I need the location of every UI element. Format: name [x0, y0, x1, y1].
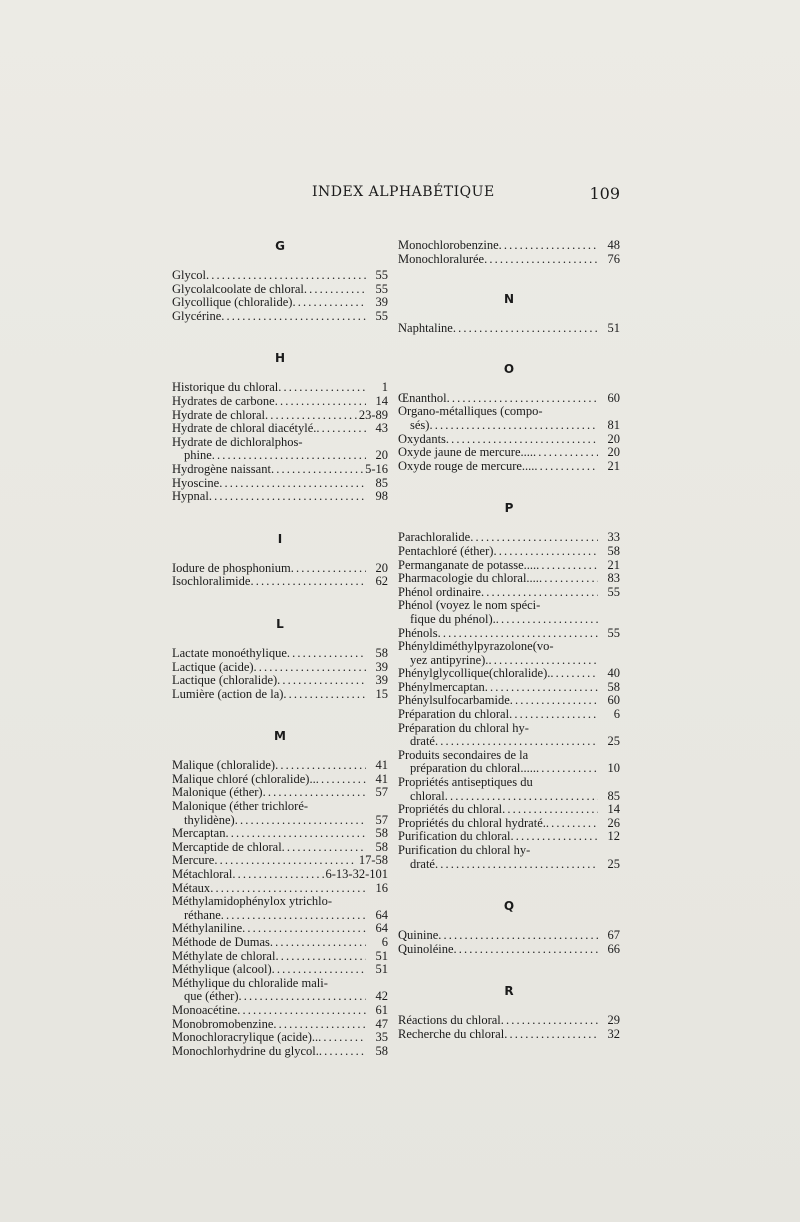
entry-term	[398, 599, 598, 626]
entry-page-ref: 66	[607, 941, 620, 956]
entry-page-ref: 39	[375, 659, 388, 674]
index-entry	[398, 627, 620, 641]
entry-term-line1: Produits secondaires de la	[398, 748, 529, 762]
index-entry	[172, 773, 388, 787]
index-entry	[398, 392, 620, 406]
entry-page-ref: 83	[607, 571, 620, 586]
index-entry	[172, 674, 388, 688]
entry-term-line1: Méthylamidophénylox ytrichlo-	[172, 895, 333, 909]
index-entry	[172, 477, 388, 491]
entry-term: Propriétés du chloral . . .	[398, 803, 598, 817]
index-section	[398, 362, 620, 474]
entry-term	[172, 800, 366, 827]
index-entry	[398, 943, 620, 957]
entry-page-ref: 60	[607, 693, 620, 708]
entry-page-ref: 10	[607, 761, 620, 776]
entry-page-ref: 58	[375, 839, 388, 854]
entry-page-ref: 55	[607, 625, 620, 640]
entry-page-ref: 55	[375, 308, 388, 323]
entry-term-line1: Organo-métalliques (compo-	[398, 405, 543, 419]
entry-term	[172, 895, 366, 922]
entry-page-ref: 51	[607, 321, 620, 336]
index-entry	[398, 929, 620, 943]
index-entry	[398, 1028, 620, 1042]
entry-page-ref: 67	[607, 928, 620, 943]
index-entry	[172, 882, 388, 896]
index-section	[172, 532, 388, 589]
entry-term: Hydrate de chloral diacétylé. . . .	[172, 422, 366, 436]
entry-term: Permanganate de potasse.... . . .	[398, 559, 598, 573]
index-entry	[172, 963, 388, 977]
page-number: 109	[589, 184, 620, 203]
entry-page-ref: 55	[607, 584, 620, 599]
entry-term: Propriétés du chloral hydraté. . . .	[398, 817, 598, 831]
index-entry	[172, 827, 388, 841]
entry-page-ref: 43	[375, 421, 388, 436]
section-letter: R	[504, 984, 514, 999]
entry-page-ref: 32	[607, 1026, 620, 1041]
section-letter: G	[275, 239, 285, 253]
entry-term	[398, 776, 598, 803]
index-entry	[398, 405, 620, 432]
entry-page-ref: 16	[375, 880, 388, 895]
index-entry	[172, 661, 388, 675]
entry-page-ref: 57	[375, 785, 388, 800]
index-entry	[172, 1031, 388, 1045]
section-letter: P	[504, 501, 514, 516]
entry-term: Phénols . . .	[398, 627, 598, 641]
entry-term: Méthylique (alcool) . . .	[172, 963, 366, 977]
entry-page-ref: 15	[375, 686, 388, 701]
section-letter: L	[276, 616, 284, 631]
index-section	[398, 292, 620, 336]
entry-term-line1: Préparation du chloral hy-	[398, 721, 529, 735]
entry-term: Mercaptan . . .	[172, 827, 366, 841]
entry-term: Pharmacologie du chloral.... . . .	[398, 572, 598, 586]
entry-term: Phénylglycollique(chloralide). . . .	[398, 667, 598, 681]
index-section	[172, 351, 388, 503]
entry-page-ref: 20	[607, 431, 620, 446]
entry-page-ref: 76	[607, 251, 620, 266]
index-section	[172, 239, 388, 323]
index-entry	[172, 395, 388, 409]
entry-term: Hydrogène naissant . . .	[172, 463, 363, 477]
section-letter: N	[503, 292, 515, 307]
index-entry	[172, 490, 388, 504]
entry-page-ref: 47	[375, 1016, 388, 1031]
entry-term: Phénylsulfocarbamide . . .	[398, 694, 598, 708]
section-letter: H	[274, 351, 286, 366]
entry-term: Oxyde rouge de mercure.... . . .	[398, 460, 598, 474]
entry-page-ref: 35	[375, 1030, 388, 1045]
index-entry	[172, 1045, 388, 1059]
index-section	[398, 501, 620, 871]
index-column-right	[398, 213, 620, 1042]
section-letter: M	[274, 729, 286, 744]
index-entry	[172, 381, 388, 395]
index-entry	[172, 688, 388, 702]
index-entry	[172, 422, 388, 436]
entry-page-ref: 58	[607, 543, 620, 558]
entry-page-ref: 25	[607, 734, 620, 749]
entry-page-ref: 81	[607, 417, 620, 432]
index-entry	[172, 950, 388, 964]
entry-page-ref: 6	[613, 707, 620, 722]
entry-term: Glycol . . .	[172, 269, 366, 283]
entry-term: Quinoléine . . .	[398, 943, 598, 957]
entry-term-line2: chloral	[410, 788, 445, 803]
index-section	[398, 239, 620, 266]
entry-page-ref: 58	[375, 1043, 388, 1058]
entry-page-ref: 48	[607, 238, 620, 252]
entry-page-ref: 61	[375, 1002, 388, 1017]
entry-term: Lumière (action de la) . . .	[172, 688, 366, 702]
entry-term	[398, 405, 598, 432]
entry-page-ref: 6	[381, 935, 388, 949]
index-entry	[398, 572, 620, 586]
index-entry	[398, 817, 620, 831]
index-entry	[398, 708, 620, 722]
entry-page-ref: 6-13-32-101	[325, 867, 388, 882]
entry-term	[398, 640, 598, 667]
index-entry	[398, 681, 620, 695]
index-entry	[172, 922, 388, 936]
index-entry	[172, 1004, 388, 1018]
entry-page-ref: 17-58	[358, 853, 388, 868]
index-entry	[398, 722, 620, 749]
entry-term-line2: que (éther)	[184, 989, 239, 1004]
index-entry	[398, 803, 620, 817]
index-entry	[172, 436, 388, 463]
index-entry	[398, 446, 620, 460]
section-letter: O	[503, 361, 515, 376]
entry-page-ref: 41	[375, 771, 388, 786]
index-entry	[398, 640, 620, 667]
entry-term: Hydrates de carbone . . .	[172, 395, 366, 409]
entry-page-ref: 85	[607, 788, 620, 803]
entry-page-ref: 39	[375, 673, 388, 688]
index-entry	[172, 310, 388, 324]
entry-term	[398, 722, 598, 749]
entry-page-ref: 25	[607, 856, 620, 871]
section-letter: I	[277, 531, 283, 546]
entry-term: Phénol ordinaire . . .	[398, 586, 598, 600]
index-entry	[172, 1018, 388, 1032]
entry-term-line2: phine	[184, 448, 212, 463]
entry-term-line2: réthane	[184, 907, 221, 922]
entry-term-line1: Hydrate de dichloralphos-	[172, 435, 303, 449]
entry-page-ref: 14	[607, 802, 620, 817]
index-entry	[172, 841, 388, 855]
entry-term-line2: thylidène)	[184, 812, 235, 827]
index-entry	[398, 1014, 620, 1028]
entry-term: Réactions du chloral . . .	[398, 1014, 598, 1028]
entry-page-ref: 20	[607, 445, 620, 460]
entry-page-ref: 55	[375, 281, 388, 296]
entry-term-line1: Phénol (voyez le nom spéci-	[398, 599, 541, 613]
entry-term: Mercaptide de chloral . . .	[172, 841, 366, 855]
entry-term: Recherche du chloral . . .	[398, 1028, 598, 1042]
index-entry	[172, 759, 388, 773]
index-entry	[172, 463, 388, 477]
entry-term-line1: Phényldiméthylpyrazolone(vo-	[398, 640, 554, 654]
entry-page-ref: 58	[375, 645, 388, 660]
index-entry	[172, 868, 388, 882]
entry-term-line2: préparation du chloral.....	[410, 761, 536, 776]
entry-term	[172, 436, 366, 463]
entry-term: Métaux . . .	[172, 882, 366, 896]
entry-page-ref: 98	[375, 489, 388, 504]
entry-term: Malique chloré (chloralide).. . . .	[172, 773, 366, 787]
index-entry	[398, 531, 620, 545]
entry-term: Historique du chloral . . .	[172, 381, 366, 395]
entry-term: Naphtaline . . .	[398, 322, 598, 336]
entry-term-line2: draté	[410, 856, 435, 871]
index-section	[398, 899, 620, 956]
entry-term: Méthylaniline . . .	[172, 922, 366, 936]
index-entry	[172, 854, 388, 868]
index-entry	[398, 586, 620, 600]
entry-term: Hypnal . . .	[172, 490, 366, 504]
entry-page-ref: 55	[375, 268, 388, 282]
index-entry	[172, 800, 388, 827]
entry-term-line2: yez antipyrine).	[410, 652, 489, 667]
index-entry	[172, 283, 388, 297]
entry-term: Œnanthol . . .	[398, 392, 598, 406]
index-entry	[172, 409, 388, 423]
index-entry	[398, 559, 620, 573]
entry-page-ref: 51	[375, 948, 388, 963]
entry-term: Monochloralurée . . .	[398, 253, 598, 267]
entry-term: Méthode de Dumas . . .	[172, 936, 366, 950]
entry-term: Monoacétine . . .	[172, 1004, 366, 1018]
entry-page-ref: 12	[607, 829, 620, 844]
index-entry	[398, 844, 620, 871]
entry-term: Malonique (éther) . . .	[172, 786, 366, 800]
index-entry	[172, 575, 388, 589]
index-entry	[172, 269, 388, 283]
entry-term	[398, 844, 598, 871]
index-section	[172, 617, 388, 701]
index-entry	[172, 296, 388, 310]
entry-term: Oxyde jaune de mercure.... . . .	[398, 446, 598, 460]
entry-term: Hydrate de chloral . . .	[172, 409, 357, 423]
index-entry	[398, 694, 620, 708]
entry-term: Iodure de phosphonium . . .	[172, 562, 366, 576]
entry-term: Phénylmercaptan . . .	[398, 681, 598, 695]
index-entry	[398, 322, 620, 336]
entry-page-ref: 64	[375, 921, 388, 936]
index-entry	[398, 433, 620, 447]
entry-term: Glycollique (chloralide) . . .	[172, 296, 366, 310]
entry-page-ref: 57	[375, 812, 388, 827]
entry-term: Malique (chloralide) . . .	[172, 759, 366, 773]
entry-term: Lactique (chloralide) . . .	[172, 674, 366, 688]
entry-page-ref: 23-89	[358, 407, 388, 422]
index-entry	[172, 936, 388, 950]
index-entry	[398, 776, 620, 803]
entry-page-ref: 58	[607, 679, 620, 694]
running-title: INDEX ALPHABÉTIQUE	[312, 184, 495, 200]
entry-term: Lactique (acide) . . .	[172, 661, 366, 675]
index-entry	[172, 895, 388, 922]
entry-page-ref: 60	[607, 390, 620, 405]
entry-page-ref: 58	[375, 826, 388, 841]
entry-page-ref: 40	[607, 666, 620, 681]
entry-page-ref: 29	[607, 1013, 620, 1028]
index-entry	[398, 667, 620, 681]
entry-term: Monochlorhydrine du glycol. . . .	[172, 1045, 366, 1059]
entry-term: Isochloralimide . . .	[172, 575, 366, 589]
entry-term: Parachloralide . . .	[398, 531, 598, 545]
entry-page-ref: 51	[375, 962, 388, 977]
entry-page-ref: 64	[375, 907, 388, 922]
index-entry	[398, 749, 620, 776]
entry-term-line1: Propriétés antiseptiques du	[398, 776, 533, 790]
entry-term: Monochloracrylique (acide).. . . .	[172, 1031, 366, 1045]
entry-term: Glycolalcoolate de chloral . . .	[172, 283, 366, 297]
entry-page-ref: 14	[375, 393, 388, 408]
index-entry	[398, 545, 620, 559]
entry-page-ref: 41	[375, 758, 388, 773]
section-letter: Q	[503, 899, 515, 914]
entry-term-line1: Purification du chloral hy-	[398, 844, 531, 857]
index-entry	[172, 977, 388, 1004]
entry-term	[398, 749, 598, 776]
entry-page-ref: 21	[607, 557, 620, 572]
index-entry	[398, 239, 620, 253]
entry-term: Purification du chloral . . .	[398, 830, 598, 844]
index-entry	[172, 562, 388, 576]
entry-term: Mercure . . .	[172, 854, 357, 868]
index-section	[172, 729, 388, 1058]
entry-page-ref: 42	[375, 989, 388, 1004]
entry-term: Oxydants . . .	[398, 433, 598, 447]
entry-page-ref: 39	[375, 295, 388, 310]
entry-term: Monochlorobenzine . . .	[398, 239, 598, 253]
entry-page-ref: 21	[607, 458, 620, 473]
entry-page-ref: 85	[375, 475, 388, 490]
index-entry	[398, 253, 620, 267]
entry-term: Méthylate de chloral . . .	[172, 950, 366, 964]
entry-term: Préparation du chloral . . .	[398, 708, 598, 722]
index-entry	[172, 647, 388, 661]
entry-term-line1: Méthylique du chloralide mali-	[172, 976, 328, 990]
entry-term: Quinine . . .	[398, 929, 598, 943]
entry-term-line2: fique du phénol).	[410, 611, 496, 626]
index-entry	[398, 460, 620, 474]
entry-term: Lactate monoéthylique . . .	[172, 647, 366, 661]
entry-term: Métachloral . . .	[172, 868, 324, 882]
entry-page-ref: 33	[607, 530, 620, 545]
entry-page-ref: 5-16	[365, 461, 388, 476]
entry-term: Hyoscine . . .	[172, 477, 366, 491]
index-entry	[398, 830, 620, 844]
entry-page-ref: 26	[607, 815, 620, 830]
entry-page-ref: 1	[381, 380, 388, 395]
entry-page-ref: 20	[375, 560, 388, 575]
index-entry	[398, 599, 620, 626]
entry-term: Pentachloré (éther) . . .	[398, 545, 598, 559]
page-header	[172, 184, 620, 208]
entry-term-line1: Malonique (éther trichloré-	[172, 800, 309, 814]
index-section	[398, 984, 620, 1041]
entry-page-ref: 20	[375, 448, 388, 463]
entry-term: Monobromobenzine . . .	[172, 1018, 366, 1032]
entry-term	[172, 977, 366, 1004]
entry-page-ref: 62	[375, 574, 388, 589]
entry-term-line2: sés)	[410, 417, 430, 432]
index-column-left	[172, 213, 388, 1058]
entry-term-line2: draté	[410, 734, 435, 749]
entry-term: Glycérine . . .	[172, 310, 366, 324]
index-entry	[172, 786, 388, 800]
